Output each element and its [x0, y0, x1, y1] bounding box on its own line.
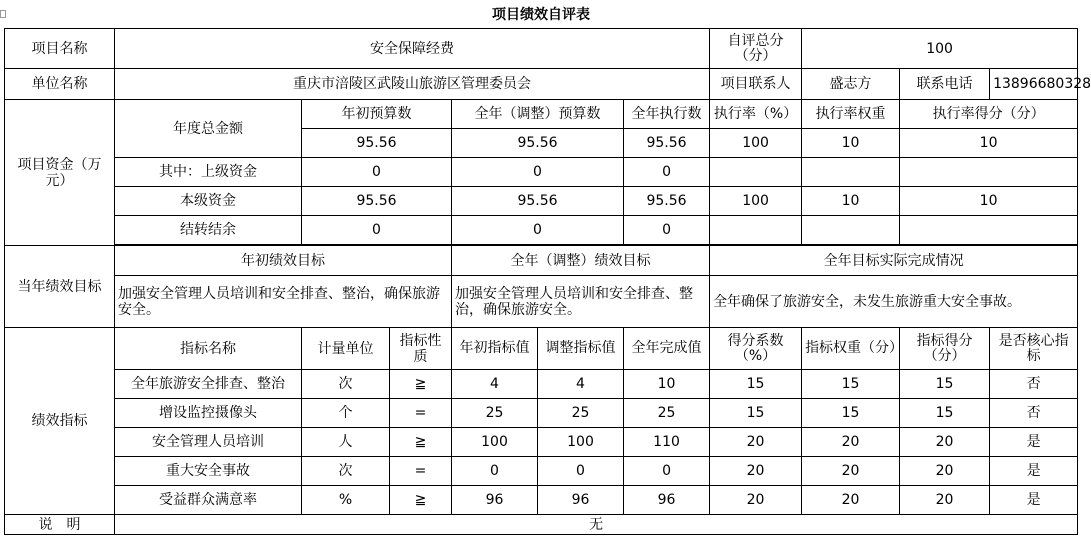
unit-label: 单位名称 [5, 69, 115, 100]
funds-cell: 0 [302, 158, 452, 187]
indicator-header: 全年完成值 [624, 328, 710, 370]
indicator-cell: 是 [990, 486, 1078, 515]
indicator-cell: 0 [452, 457, 538, 486]
funds-cell: 10 [900, 187, 1078, 216]
funds-cell [900, 158, 1078, 187]
evaluation-table [4, 28, 1091, 535]
score-label: 自评总分（分） [710, 29, 802, 69]
indicator-cell: 安全管理人员培训 [115, 428, 302, 457]
funds-header: 年初预算数 [302, 100, 452, 129]
indicator-cell: 15 [802, 399, 900, 428]
indicator-cell: 20 [900, 428, 990, 457]
funds-cell: 100 [710, 187, 802, 216]
contact-name: 盛志方 [802, 69, 900, 100]
funds-cell: 95.56 [452, 187, 624, 216]
funds-cell: 100 [710, 129, 802, 158]
indicator-cell: ≧ [390, 486, 452, 515]
indicator-cell: 25 [452, 399, 538, 428]
funds-section-label: 项目资金（万元） [5, 100, 115, 246]
indicator-cell: 0 [538, 457, 624, 486]
funds-cell: 0 [624, 158, 710, 187]
funds-cell: 0 [302, 216, 452, 245]
indicator-cell: 96 [452, 486, 538, 515]
indicator-cell: 15 [710, 370, 802, 399]
funds-header: 执行率得分（分） [900, 100, 1078, 129]
indicator-cell: 人 [302, 428, 390, 457]
indicator-cell: 20 [802, 486, 900, 515]
note-value: 无 [115, 515, 1078, 535]
funds-header: 全年（调整）预算数 [452, 100, 624, 129]
indicator-cell: 否 [990, 370, 1078, 399]
funds-cell [802, 216, 900, 245]
funds-cell: 0 [624, 216, 710, 245]
indicator-cell: 96 [624, 486, 710, 515]
indicator-cell: 4 [538, 370, 624, 399]
funds-cell: 95.56 [624, 187, 710, 216]
phone-label: 联系电话 [900, 69, 990, 100]
indicator-header: 指标权重（分） [802, 328, 900, 370]
indicator-cell: 是 [990, 457, 1078, 486]
goals-header: 全年目标实际完成情况 [710, 246, 1078, 276]
funds-header: 执行率权重 [802, 100, 900, 129]
indicator-cell: 15 [802, 370, 900, 399]
indicator-header: 年初指标值 [452, 328, 538, 370]
funds-cell: 95.56 [302, 187, 452, 216]
funds-cell [900, 216, 1078, 245]
indicator-cell: 20 [802, 428, 900, 457]
indicator-cell: 10 [624, 370, 710, 399]
indicator-cell: 96 [538, 486, 624, 515]
indicator-cell: 20 [900, 486, 990, 515]
indicator-cell: 重大安全事故 [115, 457, 302, 486]
indicator-cell: 4 [452, 370, 538, 399]
indicator-cell: 15 [710, 399, 802, 428]
funds-cell [710, 216, 802, 245]
indicator-cell: = [390, 457, 452, 486]
funds-cell: 95.56 [624, 129, 710, 158]
indicator-header: 是否核心指标 [990, 328, 1078, 370]
indicator-header: 调整指标值 [538, 328, 624, 370]
note-label: 说 明 [5, 515, 115, 535]
funds-cell: 10 [900, 129, 1078, 158]
indicator-cell: 次 [302, 457, 390, 486]
funds-header: 全年执行数 [624, 100, 710, 129]
indicator-cell: 20 [802, 457, 900, 486]
funds-header: 年度总金额 [115, 100, 302, 158]
indicator-cell: 20 [710, 428, 802, 457]
funds-row-label: 结转结余 [115, 216, 302, 245]
indicator-cell: 0 [624, 457, 710, 486]
indicator-cell: = [390, 399, 452, 428]
indicator-cell: 个 [302, 399, 390, 428]
funds-cell: 10 [802, 187, 900, 216]
indicator-cell: 20 [710, 486, 802, 515]
indicator-header: 得分系数（%） [710, 328, 802, 370]
indicator-cell: 110 [624, 428, 710, 457]
funds-cell: 10 [802, 129, 900, 158]
indicator-cell: 25 [538, 399, 624, 428]
indicator-cell: ≧ [390, 428, 452, 457]
funds-cell [802, 158, 900, 187]
funds-header: 执行率（%） [710, 100, 802, 129]
funds-row-label: 其中：上级资金 [115, 158, 302, 187]
indicator-cell: 25 [624, 399, 710, 428]
page-title: 项目绩效自评表 [492, 7, 590, 23]
indicator-header: 计量单位 [302, 328, 390, 370]
indicator-cell: ≧ [390, 370, 452, 399]
goal-actual: 全年确保了旅游安全，未发生旅游重大安全事故。 [710, 276, 1078, 328]
project-name-label: 项目名称 [5, 29, 115, 69]
indicator-header: 指标性质 [390, 328, 452, 370]
score-value: 100 [802, 29, 1078, 69]
indicator-cell: 100 [452, 428, 538, 457]
project-name: 安全保障经费 [115, 29, 710, 69]
indicator-header: 指标名称 [115, 328, 302, 370]
goals-header: 全年（调整）绩效目标 [452, 246, 710, 276]
indicator-cell: 次 [302, 370, 390, 399]
indicator-header: 指标得分（分） [900, 328, 990, 370]
goal-adjusted: 加强安全管理人员培训和安全排查、整治，确保旅游安全。 [452, 276, 710, 328]
funds-cell: 95.56 [452, 129, 624, 158]
funds-row-label: 本级资金 [115, 187, 302, 216]
indicator-cell: 15 [900, 370, 990, 399]
indicator-cell: 增设监控摄像头 [115, 399, 302, 428]
indicator-cell: 20 [710, 457, 802, 486]
indicators-section-label: 绩效指标 [5, 328, 115, 515]
contact-label: 项目联系人 [710, 69, 802, 100]
indicator-cell: 受益群众满意率 [115, 486, 302, 515]
goal-initial: 加强安全管理人员培训和安全排查、整治，确保旅游安全。 [115, 276, 452, 328]
phone-value: 13896680328 [990, 69, 1078, 100]
indicator-cell: % [302, 486, 390, 515]
indicator-cell: 15 [900, 399, 990, 428]
indicator-cell: 20 [900, 457, 990, 486]
funds-cell: 0 [452, 158, 624, 187]
indicator-cell: 否 [990, 399, 1078, 428]
indicator-cell: 是 [990, 428, 1078, 457]
funds-cell: 95.56 [302, 129, 452, 158]
indicator-cell: 全年旅游安全排查、整治 [115, 370, 302, 399]
unit-name: 重庆市涪陵区武陵山旅游区管理委员会 [115, 69, 710, 100]
indicator-cell: 100 [538, 428, 624, 457]
goals-section-label: 当年绩效目标 [5, 246, 115, 328]
funds-cell [710, 158, 802, 187]
goals-header: 年初绩效目标 [115, 246, 452, 276]
funds-cell: 0 [452, 216, 624, 245]
